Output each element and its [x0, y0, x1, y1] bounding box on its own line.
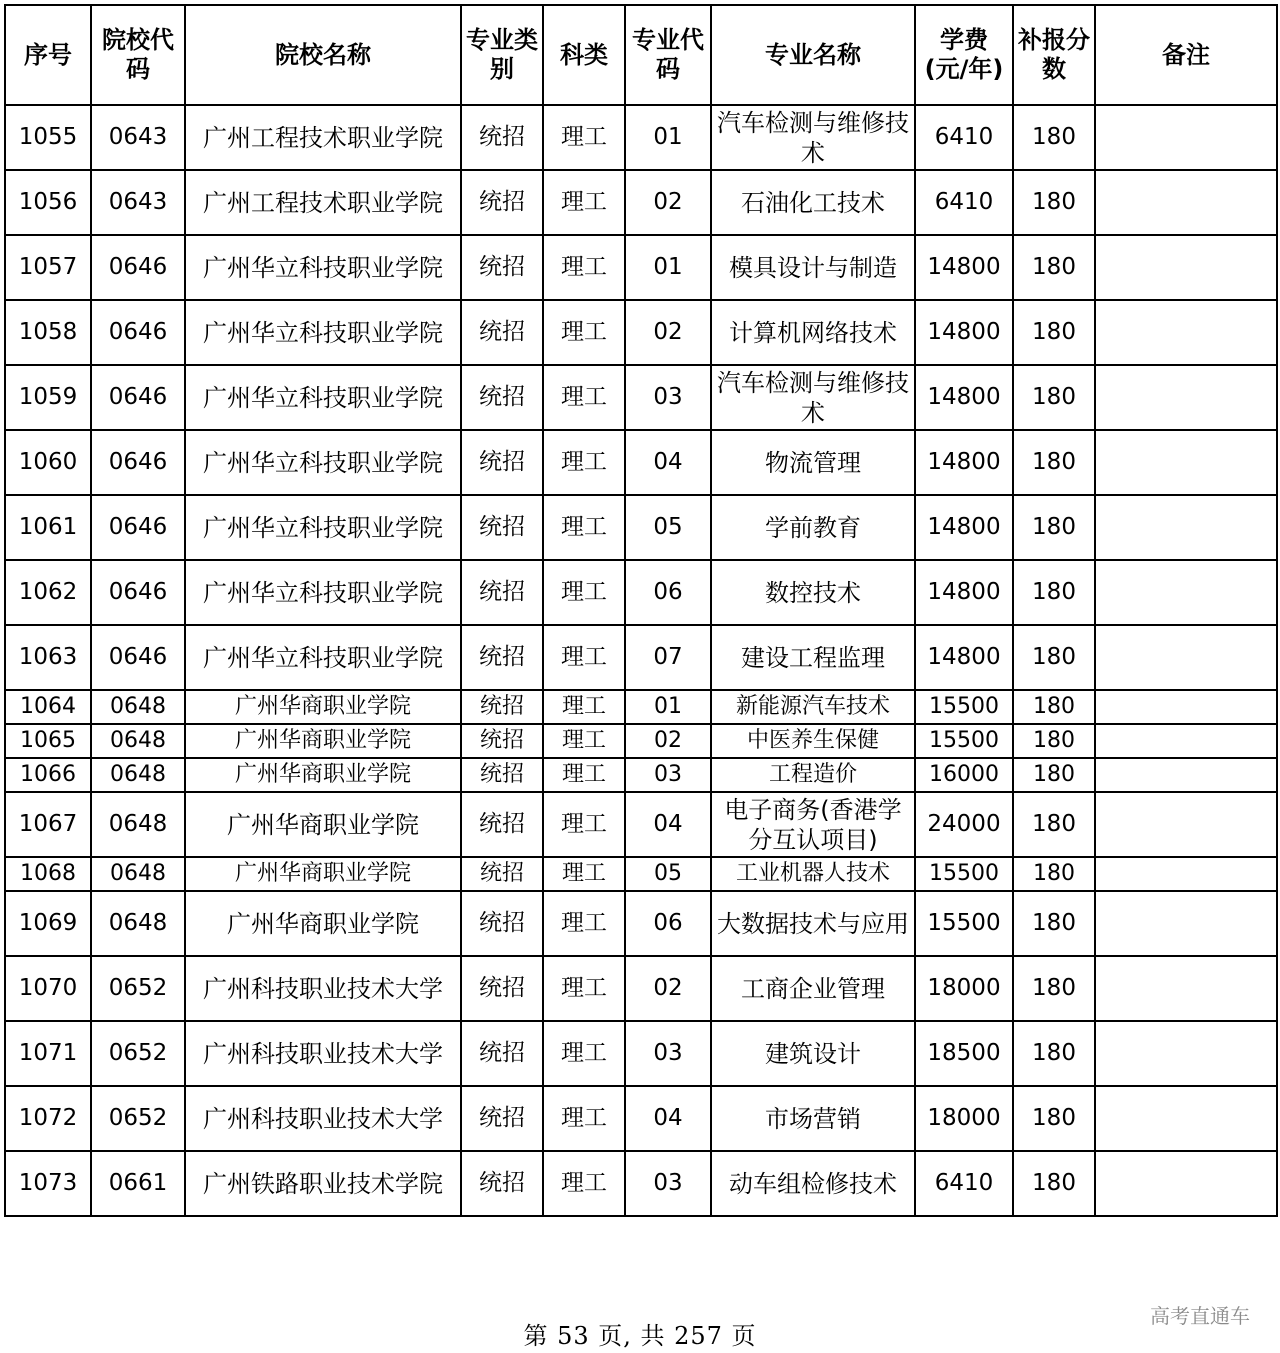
- cell-major-name: 建筑设计: [711, 1021, 915, 1086]
- cell-tuition: 18000: [915, 956, 1013, 1021]
- cell-subject: 理工: [543, 300, 625, 365]
- cell-school-code: 0643: [91, 105, 185, 170]
- header-major-type: 专业类别: [461, 5, 543, 105]
- cell-tuition: 16000: [915, 758, 1013, 792]
- cell-major-type: 统招: [461, 1151, 543, 1216]
- cell-major-code: 05: [625, 495, 711, 560]
- cell-tuition: 14800: [915, 560, 1013, 625]
- cell-subject: 理工: [543, 365, 625, 430]
- cell-seq: 1059: [5, 365, 91, 430]
- cell-major-code: 03: [625, 1021, 711, 1086]
- cell-subject: 理工: [543, 758, 625, 792]
- cell-major-name: 工商企业管理: [711, 956, 915, 1021]
- table-row: [5, 1086, 1277, 1151]
- cell-seq: 1071: [5, 1021, 91, 1086]
- cell-tuition: 14800: [915, 365, 1013, 430]
- cell-tuition: 15500: [915, 857, 1013, 891]
- cell-subject: 理工: [543, 724, 625, 758]
- table-header-row: [5, 5, 1277, 105]
- cell-school-name: 广州铁路职业技术学院: [185, 1151, 461, 1216]
- cell-note: [1095, 170, 1277, 235]
- cell-major-type: 统招: [461, 857, 543, 891]
- table-row: [5, 792, 1277, 857]
- cell-score: 180: [1013, 1151, 1095, 1216]
- cell-note: [1095, 758, 1277, 792]
- cell-score: 180: [1013, 891, 1095, 956]
- cell-major-type: 统招: [461, 1086, 543, 1151]
- cell-score: 180: [1013, 365, 1095, 430]
- cell-score: 180: [1013, 758, 1095, 792]
- cell-major-type: 统招: [461, 792, 543, 857]
- cell-note: [1095, 300, 1277, 365]
- cell-school-name: 广州华立科技职业学院: [185, 495, 461, 560]
- table-row: [5, 560, 1277, 625]
- cell-subject: 理工: [543, 430, 625, 495]
- cell-major-name: 工程造价: [711, 758, 915, 792]
- table-body: [5, 105, 1277, 1216]
- cell-major-name: 石油化工技术: [711, 170, 915, 235]
- header-seq: 序号: [5, 5, 91, 105]
- cell-major-name: 市场营销: [711, 1086, 915, 1151]
- cell-school-code: 0646: [91, 365, 185, 430]
- cell-note: [1095, 956, 1277, 1021]
- cell-score: 180: [1013, 430, 1095, 495]
- cell-major-code: 02: [625, 170, 711, 235]
- cell-school-code: 0648: [91, 724, 185, 758]
- cell-major-code: 03: [625, 758, 711, 792]
- table-row: [5, 365, 1277, 430]
- cell-school-code: 0648: [91, 857, 185, 891]
- cell-score: 180: [1013, 724, 1095, 758]
- cell-score: 180: [1013, 857, 1095, 891]
- cell-major-type: 统招: [461, 891, 543, 956]
- cell-score: 180: [1013, 170, 1095, 235]
- cell-major-code: 04: [625, 430, 711, 495]
- cell-major-code: 04: [625, 792, 711, 857]
- cell-major-code: 01: [625, 235, 711, 300]
- cell-school-code: 0652: [91, 1021, 185, 1086]
- cell-subject: 理工: [543, 956, 625, 1021]
- cell-note: [1095, 792, 1277, 857]
- cell-school-name: 广州科技职业技术大学: [185, 956, 461, 1021]
- cell-major-code: 05: [625, 857, 711, 891]
- cell-school-name: 广州华立科技职业学院: [185, 625, 461, 690]
- cell-score: 180: [1013, 690, 1095, 724]
- cell-score: 180: [1013, 792, 1095, 857]
- cell-major-code: 03: [625, 365, 711, 430]
- cell-major-code: 03: [625, 1151, 711, 1216]
- cell-note: [1095, 365, 1277, 430]
- cell-school-name: 广州工程技术职业学院: [185, 170, 461, 235]
- cell-subject: 理工: [543, 857, 625, 891]
- cell-subject: 理工: [543, 690, 625, 724]
- cell-tuition: 18000: [915, 1086, 1013, 1151]
- table-row: [5, 891, 1277, 956]
- cell-school-name: 广州华商职业学院: [185, 792, 461, 857]
- cell-score: 180: [1013, 495, 1095, 560]
- cell-major-type: 统招: [461, 170, 543, 235]
- cell-score: 180: [1013, 105, 1095, 170]
- cell-major-code: 01: [625, 690, 711, 724]
- cell-major-type: 统招: [461, 625, 543, 690]
- cell-major-name: 数控技术: [711, 560, 915, 625]
- cell-major-name: 电子商务(香港学分互认项目): [711, 792, 915, 857]
- cell-school-name: 广州华立科技职业学院: [185, 430, 461, 495]
- table-row: [5, 956, 1277, 1021]
- cell-major-type: 统招: [461, 758, 543, 792]
- cell-major-type: 统招: [461, 1021, 543, 1086]
- cell-subject: 理工: [543, 235, 625, 300]
- cell-major-code: 06: [625, 891, 711, 956]
- cell-seq: 1065: [5, 724, 91, 758]
- cell-school-code: 0661: [91, 1151, 185, 1216]
- cell-seq: 1066: [5, 758, 91, 792]
- cell-note: [1095, 1086, 1277, 1151]
- cell-tuition: 14800: [915, 495, 1013, 560]
- cell-subject: 理工: [543, 1086, 625, 1151]
- cell-major-name: 大数据技术与应用: [711, 891, 915, 956]
- cell-seq: 1056: [5, 170, 91, 235]
- cell-note: [1095, 690, 1277, 724]
- cell-subject: 理工: [543, 891, 625, 956]
- cell-school-code: 0646: [91, 495, 185, 560]
- cell-note: [1095, 1021, 1277, 1086]
- page-footer: 第 53 页, 共 257 页: [523, 1322, 757, 1350]
- table-row: [5, 857, 1277, 891]
- cell-major-type: 统招: [461, 495, 543, 560]
- cell-school-name: 广州工程技术职业学院: [185, 105, 461, 170]
- cell-major-name: 汽车检测与维修技术: [711, 365, 915, 430]
- header-school-name: 院校名称: [185, 5, 461, 105]
- header-score: 补报分数: [1013, 5, 1095, 105]
- cell-seq: 1055: [5, 105, 91, 170]
- cell-score: 180: [1013, 235, 1095, 300]
- header-note: 备注: [1095, 5, 1277, 105]
- cell-major-name: 模具设计与制造: [711, 235, 915, 300]
- header-subject: 科类: [543, 5, 625, 105]
- cell-school-code: 0648: [91, 758, 185, 792]
- cell-major-code: 01: [625, 105, 711, 170]
- cell-seq: 1061: [5, 495, 91, 560]
- cell-major-name: 建设工程监理: [711, 625, 915, 690]
- table-row: [5, 300, 1277, 365]
- header-tuition: 学费(元/年): [915, 5, 1013, 105]
- cell-score: 180: [1013, 560, 1095, 625]
- cell-major-type: 统招: [461, 365, 543, 430]
- cell-note: [1095, 857, 1277, 891]
- cell-school-code: 0646: [91, 560, 185, 625]
- cell-school-name: 广州华立科技职业学院: [185, 235, 461, 300]
- cell-major-type: 统招: [461, 235, 543, 300]
- cell-seq: 1062: [5, 560, 91, 625]
- cell-score: 180: [1013, 1021, 1095, 1086]
- cell-school-name: 广州科技职业技术大学: [185, 1086, 461, 1151]
- cell-note: [1095, 891, 1277, 956]
- cell-school-code: 0648: [91, 792, 185, 857]
- table-row: [5, 235, 1277, 300]
- cell-major-code: 02: [625, 724, 711, 758]
- cell-score: 180: [1013, 1086, 1095, 1151]
- admission-table: [4, 4, 1278, 1217]
- cell-school-code: 0646: [91, 625, 185, 690]
- cell-major-type: 统招: [461, 690, 543, 724]
- cell-score: 180: [1013, 300, 1095, 365]
- admission-table-container: [4, 4, 1276, 1260]
- cell-subject: 理工: [543, 170, 625, 235]
- cell-major-code: 02: [625, 956, 711, 1021]
- cell-school-code: 0648: [91, 690, 185, 724]
- cell-note: [1095, 1151, 1277, 1216]
- table-row: [5, 724, 1277, 758]
- cell-note: [1095, 560, 1277, 625]
- cell-major-code: 04: [625, 1086, 711, 1151]
- cell-tuition: 15500: [915, 690, 1013, 724]
- table-row: [5, 170, 1277, 235]
- cell-note: [1095, 625, 1277, 690]
- table-row: [5, 105, 1277, 170]
- cell-tuition: 24000: [915, 792, 1013, 857]
- cell-tuition: 14800: [915, 235, 1013, 300]
- cell-major-code: 06: [625, 560, 711, 625]
- cell-tuition: 15500: [915, 724, 1013, 758]
- cell-major-type: 统招: [461, 300, 543, 365]
- cell-tuition: 6410: [915, 105, 1013, 170]
- cell-tuition: 15500: [915, 891, 1013, 956]
- cell-tuition: 18500: [915, 1021, 1013, 1086]
- cell-major-name: 汽车检测与维修技术: [711, 105, 915, 170]
- cell-school-code: 0643: [91, 170, 185, 235]
- header-school-code: 院校代码: [91, 5, 185, 105]
- cell-subject: 理工: [543, 105, 625, 170]
- cell-major-type: 统招: [461, 956, 543, 1021]
- cell-school-name: 广州华商职业学院: [185, 724, 461, 758]
- cell-note: [1095, 724, 1277, 758]
- cell-note: [1095, 495, 1277, 560]
- cell-seq: 1070: [5, 956, 91, 1021]
- cell-seq: 1058: [5, 300, 91, 365]
- cell-subject: 理工: [543, 1021, 625, 1086]
- cell-school-name: 广州华立科技职业学院: [185, 365, 461, 430]
- cell-school-name: 广州华商职业学院: [185, 690, 461, 724]
- table-row: [5, 430, 1277, 495]
- cell-major-code: 02: [625, 300, 711, 365]
- cell-major-name: 学前教育: [711, 495, 915, 560]
- cell-school-code: 0646: [91, 430, 185, 495]
- cell-seq: 1064: [5, 690, 91, 724]
- cell-major-name: 物流管理: [711, 430, 915, 495]
- cell-note: [1095, 105, 1277, 170]
- header-major-name: 专业名称: [711, 5, 915, 105]
- cell-seq: 1060: [5, 430, 91, 495]
- cell-subject: 理工: [543, 625, 625, 690]
- cell-major-code: 07: [625, 625, 711, 690]
- cell-school-name: 广州华立科技职业学院: [185, 300, 461, 365]
- cell-tuition: 14800: [915, 300, 1013, 365]
- cell-school-name: 广州华立科技职业学院: [185, 560, 461, 625]
- table-row: [5, 758, 1277, 792]
- cell-major-type: 统招: [461, 560, 543, 625]
- cell-note: [1095, 235, 1277, 300]
- cell-seq: 1057: [5, 235, 91, 300]
- cell-subject: 理工: [543, 560, 625, 625]
- cell-major-type: 统招: [461, 430, 543, 495]
- cell-score: 180: [1013, 625, 1095, 690]
- table-row: [5, 1021, 1277, 1086]
- cell-school-code: 0648: [91, 891, 185, 956]
- watermark: 高考直通车: [1150, 1304, 1250, 1328]
- table-row: [5, 625, 1277, 690]
- cell-school-code: 0646: [91, 300, 185, 365]
- cell-score: 180: [1013, 956, 1095, 1021]
- cell-seq: 1069: [5, 891, 91, 956]
- cell-subject: 理工: [543, 495, 625, 560]
- cell-major-name: 工业机器人技术: [711, 857, 915, 891]
- cell-school-name: 广州华商职业学院: [185, 857, 461, 891]
- cell-tuition: 14800: [915, 430, 1013, 495]
- cell-school-name: 广州华商职业学院: [185, 758, 461, 792]
- table-row: [5, 495, 1277, 560]
- cell-major-name: 计算机网络技术: [711, 300, 915, 365]
- cell-note: [1095, 430, 1277, 495]
- cell-major-name: 新能源汽车技术: [711, 690, 915, 724]
- cell-tuition: 6410: [915, 170, 1013, 235]
- cell-seq: 1063: [5, 625, 91, 690]
- cell-seq: 1073: [5, 1151, 91, 1216]
- cell-seq: 1068: [5, 857, 91, 891]
- cell-school-name: 广州科技职业技术大学: [185, 1021, 461, 1086]
- cell-subject: 理工: [543, 1151, 625, 1216]
- table-row: [5, 1151, 1277, 1216]
- cell-major-type: 统招: [461, 724, 543, 758]
- cell-school-name: 广州华商职业学院: [185, 891, 461, 956]
- cell-major-name: 动车组检修技术: [711, 1151, 915, 1216]
- cell-tuition: 6410: [915, 1151, 1013, 1216]
- cell-subject: 理工: [543, 792, 625, 857]
- cell-school-code: 0652: [91, 1086, 185, 1151]
- cell-seq: 1072: [5, 1086, 91, 1151]
- cell-school-code: 0652: [91, 956, 185, 1021]
- cell-major-name: 中医养生保健: [711, 724, 915, 758]
- header-major-code: 专业代码: [625, 5, 711, 105]
- cell-school-code: 0646: [91, 235, 185, 300]
- cell-tuition: 14800: [915, 625, 1013, 690]
- cell-major-type: 统招: [461, 105, 543, 170]
- table-row: [5, 690, 1277, 724]
- cell-seq: 1067: [5, 792, 91, 857]
